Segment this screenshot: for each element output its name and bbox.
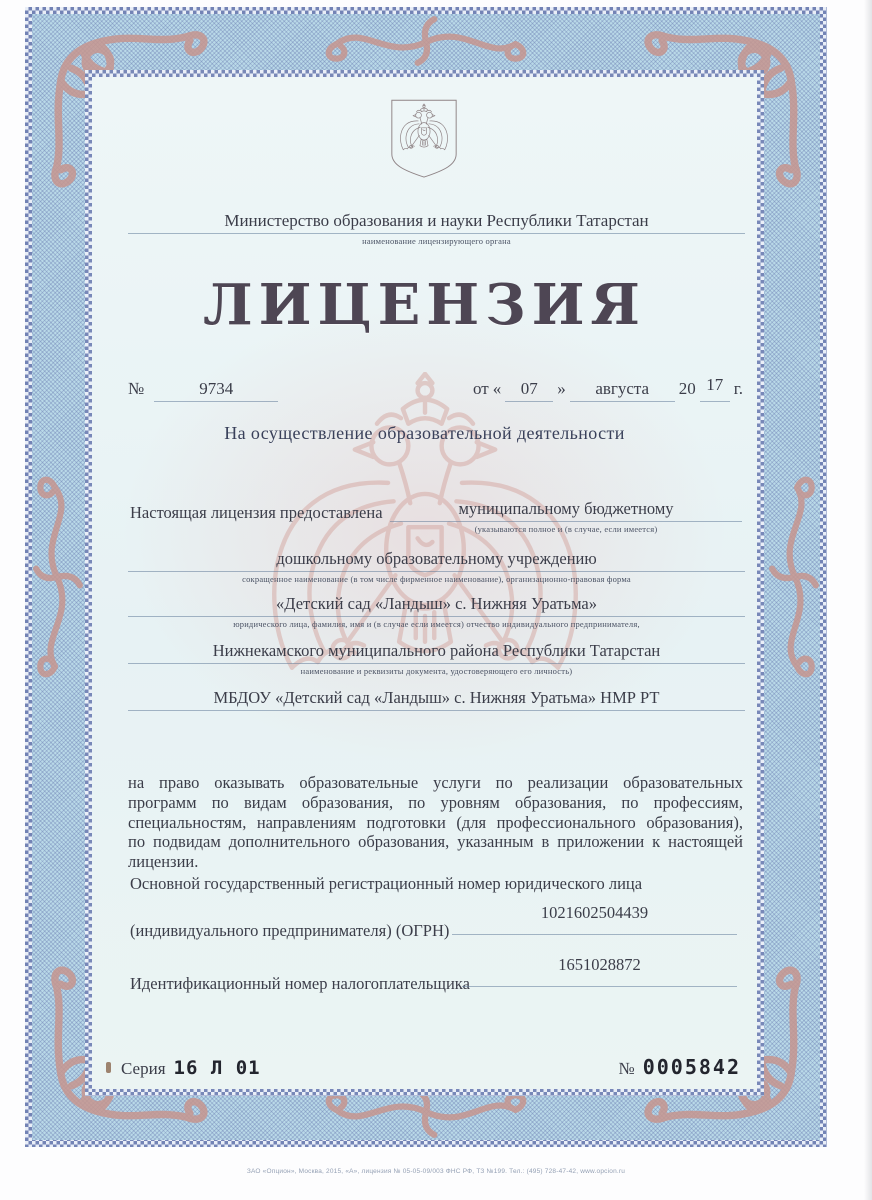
field-value: МБДОУ «Детский сад «Ландыш» с. Нижняя Уратьма» НМР РТ [128,688,745,711]
field-caption: (указываются полное и (в случае, если имеется) [474,524,658,534]
ogrn-label: (индивидуального предпринимателя) (ОГРН) [130,921,450,940]
month-value: августа [595,379,650,398]
grantee-field-district [128,641,745,677]
field-value: Нижнекамского муниципального района Республики Татарстан [128,641,745,664]
ogrn-heading: Основной государственный регистрационный номер юридического лица [130,874,643,893]
year-unit: г. [733,379,743,398]
activity-subtitle: На осуществление образовательной деятельности [224,423,625,443]
ogrn-value: 1021602504439 [452,903,737,935]
side-ornament-icon [316,15,536,67]
authority-caption: наименование лицензирующего органа [362,236,511,246]
grantee-field-name [128,594,745,630]
printer-imprint: ЗАО «Опцион», Москва, 2015, «А», лицензия № 05-05-09/003 ФНС РФ, ТЗ №199. Тел.: (495) 728-47-42, www.opcion.ru [246,1168,626,1175]
form-number-sign: № [618,1059,635,1078]
quote-open: « [492,379,502,398]
field-value: дошкольному образовательному учреждению [128,549,745,572]
edge-mark [106,1062,111,1073]
number-underline [154,379,278,402]
day-underline [505,379,553,402]
license-body [92,77,757,1089]
year-underline [700,375,730,402]
side-ornament-icon [32,467,84,687]
year-value: 17 [706,375,724,394]
date-prefix: от [473,379,489,398]
license-title: ЛИЦЕНЗИЯ [203,272,646,338]
field-caption: сокращенное наименование (в том числе фирменное наименование), организационно-правовая форма [242,574,631,584]
grantee-field-short-name [128,688,745,711]
authority-name: Министерство образования и науки Республики Татарстан [128,211,745,234]
series-label: Серия [121,1059,166,1078]
guilloche-border [32,14,820,1140]
grantee-field-institution-type [128,549,745,585]
field-value: «Детский сад «Ландыш» с. Нижняя Уратьма» [128,594,745,617]
number-value: 9734 [199,379,234,398]
grantee-label: Настоящая лицензия предоставлена [130,503,383,522]
number-label: № [128,379,145,398]
series-value: 16 Л 01 [173,1057,261,1079]
day-value: 07 [520,379,538,398]
month-underline [570,379,675,402]
form-number [618,1055,741,1079]
inn-label: Идентификационный номер налогоплательщика [130,974,470,993]
rights-paragraph: на право оказывать образовательные услуги по реализации образовательных программ по видам образования, по уровням образования, по профессиям, специальностям, направлениям подготовки (для профессионального образования), по подвидам дополнительного образования, указанным в приложении к настоящей лицензии. [128,773,743,872]
grantee-field-legal-form [390,499,742,535]
certificate-scan [25,7,827,1147]
year-century: 20 [678,379,696,398]
inn-value: 1651028872 [462,955,737,987]
number-row [128,375,745,402]
series-row [106,1055,741,1079]
licensing-authority [128,211,745,247]
quote-close: » [557,379,566,398]
side-ornament-icon [768,467,820,687]
inner-border-strip [85,70,764,1096]
form-number-digits: 0005842 [642,1055,741,1079]
field-caption: наименование и реквизиты документа, удостоверяющего его личность) [300,666,573,676]
coat-of-arms-icon [388,97,460,189]
field-caption: юридического лица, фамилия, имя и (в случае если имеется) отчество индивидуального предпринимателя, [233,619,640,629]
date-group [471,375,745,402]
field-value: муниципальному бюджетному [390,499,742,522]
